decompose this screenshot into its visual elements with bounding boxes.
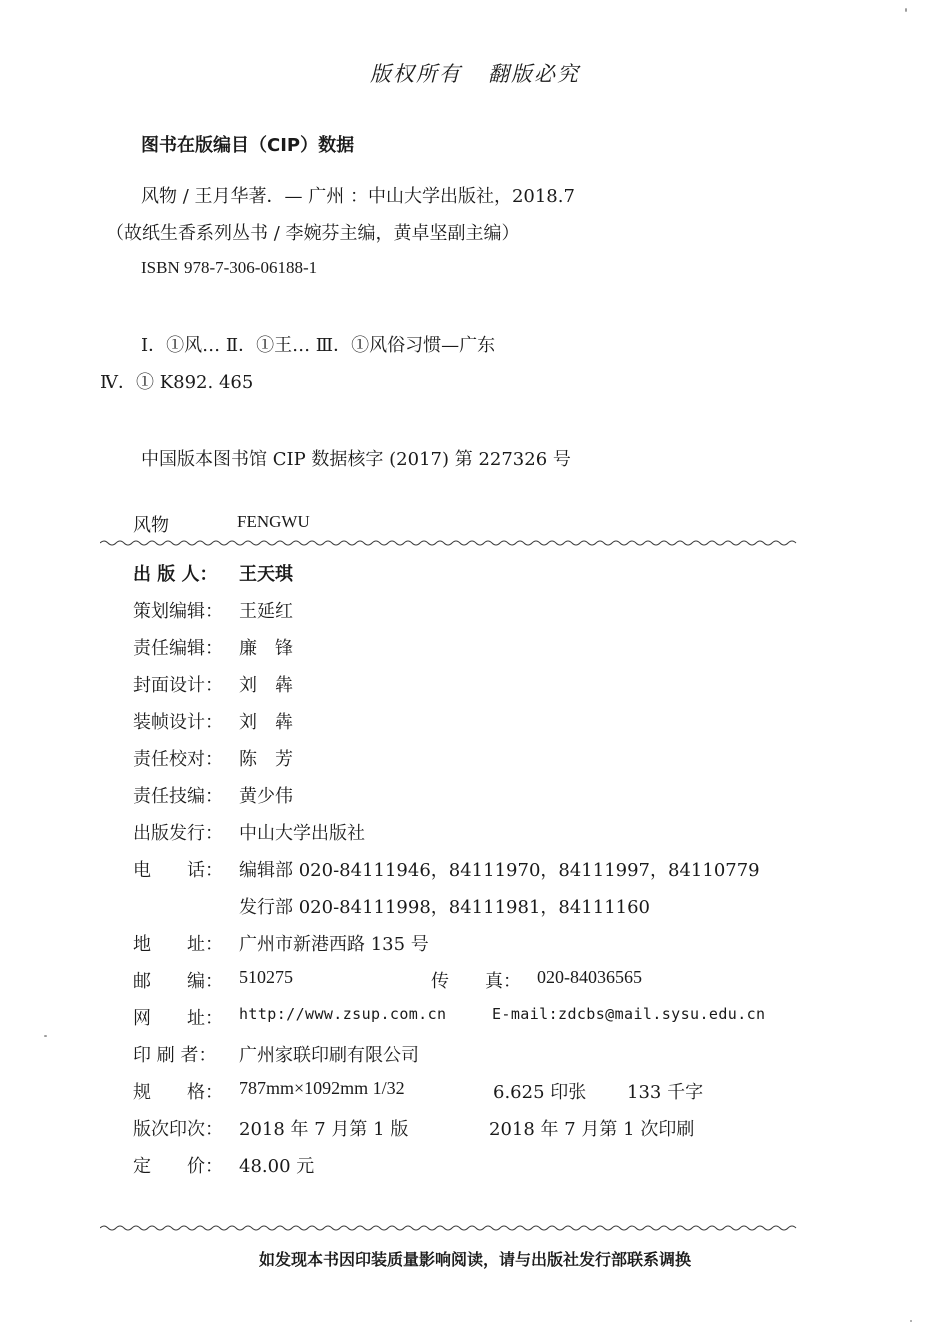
credit-label-binding-design: 装帧设计：	[133, 712, 223, 733]
credit-label-cover-design: 封面设计：	[133, 675, 223, 696]
phone-label: 电 话：	[133, 860, 223, 881]
address-label: 地 址：	[133, 934, 223, 955]
credit-value-distributor: 中山大学出版社	[239, 823, 365, 844]
printing-value: 2018 年 7 月第 1 次印刷	[489, 1119, 695, 1140]
scan-speck	[910, 1320, 912, 1322]
credit-label-distributor: 出版发行：	[133, 823, 223, 844]
web-url[interactable]: http://www.zsup.com.cn	[239, 1005, 447, 1023]
price-label: 定 价：	[133, 1156, 223, 1177]
cip-number: 中国版本图书馆 CIP 数据核字 (2017) 第 227326 号	[141, 449, 571, 470]
spec-sheets: 6.625 印张	[493, 1082, 587, 1103]
scan-speck	[44, 1035, 47, 1037]
spec-words: 133 千字	[627, 1082, 704, 1103]
edition-label: 版次印次：	[133, 1119, 223, 1140]
copyright-notice	[0, 58, 950, 88]
cip-heading: 图书在版编目（CIP）数据	[141, 135, 355, 156]
address-value: 广州市新港西路 135 号	[239, 934, 429, 955]
cip-classification-2: Ⅳ．① K892. 465	[100, 372, 254, 393]
postcode-value: 510275	[239, 967, 293, 987]
fax-value: 020-84036565	[537, 967, 642, 987]
phone-editorial: 编辑部 020-84111946，84111970，84111997，84110779	[239, 860, 760, 881]
book-title-cn: 风物	[133, 515, 169, 536]
credit-value-technical-editor: 黄少伟	[239, 786, 293, 807]
credit-label-proofreader: 责任校对：	[133, 749, 223, 770]
cip-isbn: ISBN 978-7-306-06188-1	[141, 258, 318, 277]
credit-value-publisher: 王天琪	[239, 564, 293, 585]
credit-value-responsible-editor: 廉 锋	[239, 638, 293, 659]
spec-label: 规 格：	[133, 1082, 223, 1103]
scan-speck	[905, 8, 907, 12]
credit-label-technical-editor: 责任技编：	[133, 786, 223, 807]
price-value: 48.00 元	[239, 1156, 315, 1177]
fax-label: 传 真：	[431, 971, 521, 992]
phone-distribution: 发行部 020-84111998，84111981，84111160	[239, 897, 651, 918]
wavy-divider-bottom	[100, 1223, 800, 1233]
credit-label-publisher: 出 版 人：	[133, 564, 218, 585]
credit-value-binding-design: 刘 犇	[239, 712, 293, 733]
email-address[interactable]: E-mail:zdcbs@mail.sysu.edu.cn	[492, 1005, 766, 1023]
copyright-right: 翻版必究	[488, 62, 580, 86]
credit-value-cover-design: 刘 犇	[239, 675, 293, 696]
book-title-pinyin: FENGWU	[237, 512, 310, 531]
web-label: 网 址：	[133, 1008, 223, 1029]
printer-label: 印 刷 者：	[133, 1045, 217, 1066]
wavy-divider-top	[100, 538, 800, 548]
credit-value-proofreader: 陈 芳	[239, 749, 293, 770]
credit-label-responsible-editor: 责任编辑：	[133, 638, 223, 659]
cip-line-1: 风物 / 王月华著．— 广州 ：中山大学出版社，2018.7	[141, 186, 575, 207]
credit-value-planning-editor: 王延红	[239, 601, 293, 622]
edition-value: 2018 年 7 月第 1 版	[239, 1119, 409, 1140]
footer-quality-notice: 如发现本书因印装质量影响阅读，请与出版社发行部联系调换	[258, 1250, 691, 1269]
cip-classification-1: Ⅰ．①风… Ⅱ．①王… Ⅲ．①风俗习惯—广东	[141, 335, 496, 356]
credit-label-planning-editor: 策划编辑：	[133, 601, 223, 622]
copyright-left: 版权所有	[370, 62, 462, 86]
cip-line-2: （故纸生香系列丛书 / 李婉芬主编，黄卓坚副主编）	[106, 223, 520, 244]
postcode-label: 邮 编：	[133, 971, 223, 992]
printer-value: 广州家联印刷有限公司	[239, 1045, 419, 1066]
spec-size: 787mm×1092mm 1/32	[239, 1078, 405, 1098]
